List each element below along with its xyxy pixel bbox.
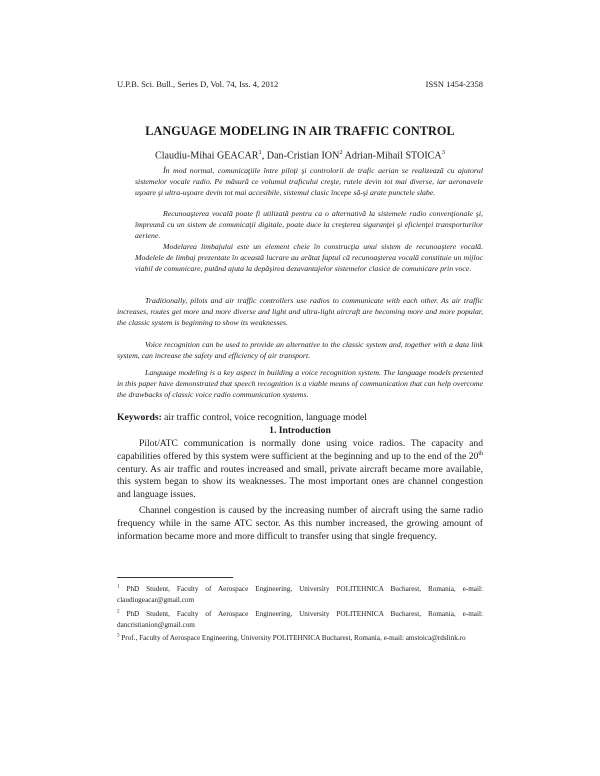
author-name: Dan-Cristian ION: [266, 150, 340, 162]
footnote-mark: 2: [117, 609, 120, 615]
author-footnote-mark: 3: [441, 149, 445, 156]
body-text: Pilot/ATC communication is normally done using voice radios. The capacity and capabilities offered by this system were sufficient at the beginning and up to the end of the 20: [117, 438, 483, 462]
ordinal-suffix: th: [478, 450, 483, 457]
author-list: [117, 149, 483, 161]
author-separator: ,: [261, 150, 267, 162]
abstract-ro-paragraph: Modelarea limbajului este un element cheie în construcţia unui sistem de recunoaştere vocală. Modelele de limbaj prezentate în această lucrare au arătat faptul că recunoaşterea vocală constituie un mijloc viabil de comunicare, putând ajuta la depăşirea dezavantajelor sistemelor clasice de comunicare prin voce.: [135, 242, 483, 273]
author-name: Claudiu-Mihai GEACAR: [155, 150, 259, 162]
keywords-text: air traffic control, voice recognition, language model: [161, 412, 367, 423]
body-paragraph: Channel congestion is caused by the increasing number of aircraft using the same radio frequency while in the same ATC sector. As this number increased, the growing amount of information became more and more difficult to transfer using that single frequency.: [117, 505, 483, 542]
footnote-text: PhD Student, Faculty of Aerospace Engineering, University POLITEHNICA Bucharest, Romania, e-mail: claudiugeacar@gmail.com: [117, 585, 483, 604]
footnote-mark: 3: [117, 633, 120, 639]
paper-title: LANGUAGE MODELING IN AIR TRAFFIC CONTROL: [145, 124, 455, 138]
keywords-line: [117, 412, 483, 423]
author-footnote-mark: 1: [258, 149, 262, 156]
author-footnote-mark: 2: [339, 149, 343, 156]
footnote: [117, 609, 483, 631]
keywords-label: Keywords:: [117, 412, 162, 423]
footnote-mark: 1: [117, 584, 120, 590]
footnote-divider: [117, 577, 233, 578]
abstract-en-paragraph: Language modeling is a key aspect in building a voice recognition system. The language models presented in this paper have demonstrated that speech recognition is a viable means of communication that can help overcome the drawbacks of classic voice radio communication systems.: [117, 368, 483, 399]
issn-label: ISSN 1454-2358: [425, 79, 483, 89]
body-paragraph: [117, 438, 483, 502]
journal-citation: U.P.B. Sci. Bull., Series D, Vol. 74, Iss. 4, 2012: [117, 79, 279, 89]
footnote: [117, 584, 483, 606]
section-heading: 1. Introduction: [269, 425, 331, 436]
footnote-text: Prof., Faculty of Aerospace Engineering, University POLITEHNICA Bucharest, Romania, e-mail: amstoica@rdslink.ro: [119, 634, 466, 642]
abstract-ro-paragraph: În mod normal, comunicaţiile între piloţi şi controlorii de trafic aerian se realizează cu ajutorul sistemelor vocale radio. Pe măsură ce volumul traficului creşte, rutele devin tot mai diverse, iar aeronavele uşoare şi ultra-uşoare devin tot mai accesibile, sistemul clasic începe să-şi arate punctele slabe.: [135, 166, 483, 197]
abstract-en-paragraph: Voice recognition can be used to provide an alternative to the classic system and, together with a data link system, can increase the safety and efficiency of air transport.: [117, 340, 483, 360]
footnote-text: PhD Student, Faculty of Aerospace Engineering, University POLITEHNICA Bucharest, Romania, e-mail: dancristianion@gmail.com: [117, 610, 483, 629]
abstract-en-paragraph: Traditionally, pilots and air traffic controllers use radios to communicate with each other. As air traffic increases, routes get more and more diverse and light and ultra-light aircraft are becoming more and more popular, the classic system is beginning to show its weaknesses.: [117, 296, 483, 327]
footnote: [117, 633, 483, 644]
body-text: century. As air traffic and routes increased and small, private aircraft became more available, this system began to show its weaknesses. The most important ones are channel congestion and language issues.: [117, 463, 483, 501]
abstract-ro-paragraph: Recunoaşterea vocală poate fi utilizată pentru ca o alternativă la sistemele radio convenţionale şi, împreună cu un sistem de comunicaţii digitale, poate duce la creşterea siguranţei şi eficienţei transporturilor aeriene.: [135, 209, 483, 240]
author-name: Adrian-Mihail STOICA: [344, 150, 442, 162]
